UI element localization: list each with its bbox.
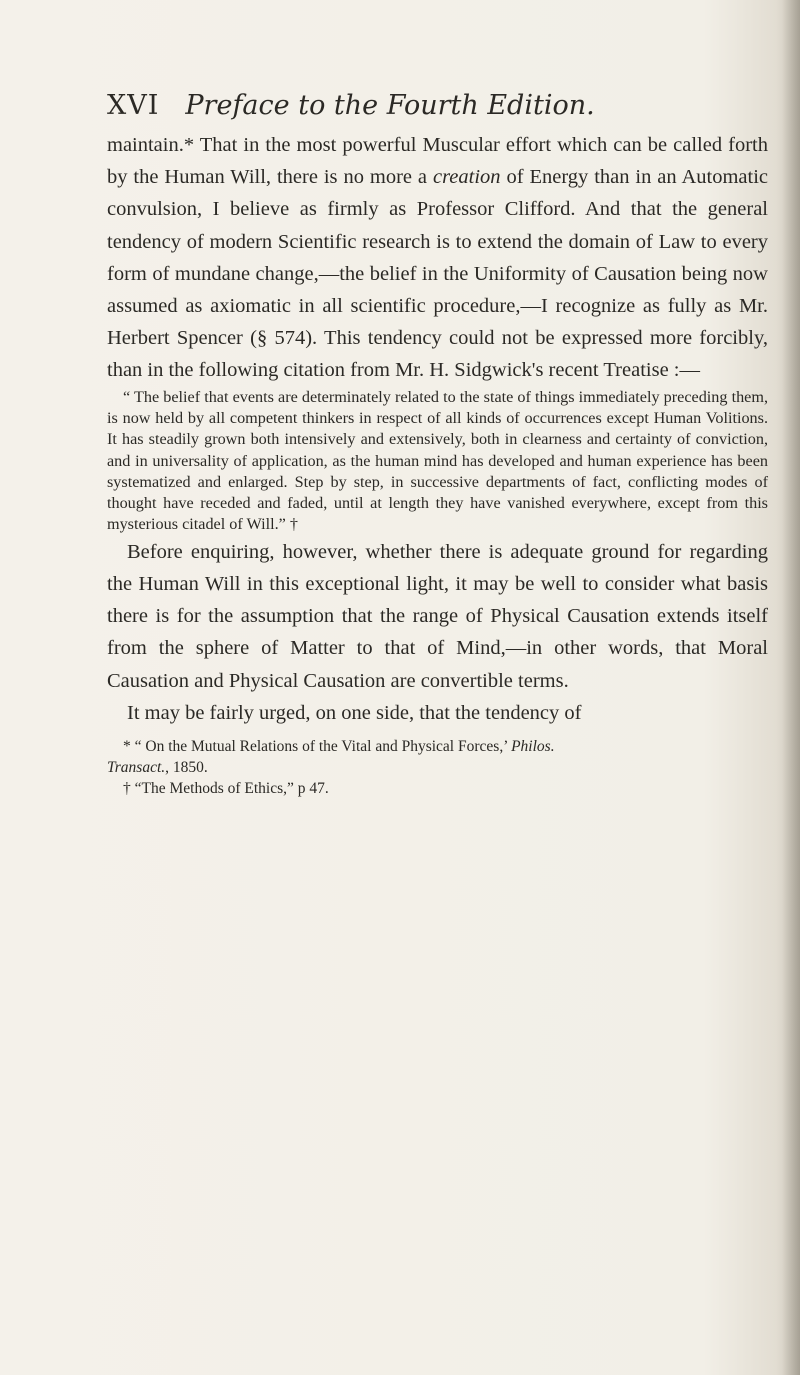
footnotes <box>107 736 768 799</box>
footnote-emphasis: Philos. <box>511 737 555 755</box>
footnote-text: * “ On the Mutual Relations of the Vital and Physical Forces,’ <box>123 737 512 755</box>
paragraph-text: maintain.* That in the most powerful Muscular effort which can be called forth by the Human Will, there is no more a <box>107 134 768 189</box>
footnote-2: † “The Methods of Ethics,” p 47. <box>123 779 329 797</box>
block-quotation: “ The belief that events are determinately related to the state of things immediately preceding them, is now held by all competent thinkers in respect of all kinds of occurrences except Human Volitions. It has steadily grown both intensively and extensively, both in clearness and certainty of conviction, and in universality of application, as the human mind has developed and human experience has been systematized and enlarged. Step by step, in successive departments of fact, conflicting modes of thought have receded and faded, until at length they have vanished everywhere, except from this mysterious citadel of Will.” † <box>107 387 768 534</box>
paragraph: Before enquiring, however, whether there is adequate ground for regarding the Human Will in this exceptional light, it may be well to consider what basis there is for the assumption that the range of Physical Causation extends itself from the sphere of Matter to that of Mind,—in other words, that Moral Causation and Physical Causation are convertible terms. <box>107 540 768 692</box>
paragraph: It may be fairly urged, on one side, that the tendency of <box>127 701 582 724</box>
footnote-emphasis: Transact. <box>107 758 166 776</box>
footnote-text: , 1850. <box>165 758 208 776</box>
page-number: XVI <box>107 90 160 121</box>
body-text <box>107 129 768 799</box>
emphasis-text: creation <box>432 166 501 189</box>
paragraph-continued <box>107 129 768 387</box>
page-header <box>107 88 747 124</box>
page-edge-shadow <box>782 0 800 1375</box>
running-title: Preface to the Fourth Edition. <box>185 90 595 121</box>
paragraph-text: of Energy than in an Automatic convulsion, I believe as firmly as Professor Clifford. And that the general tendency of modern Scientific research is to extend the domain of Law to every form of mundane change,—the belief in the Uniformity of Causation being now assumed as axiomatic in all scientific procedure,—I recognize as fully as Mr. Herbert Spencer (§ 574). This tendency could not be expressed more forcibly, than in the following citation from Mr. H. Sidgwick's recent Treatise :— <box>107 166 768 382</box>
footnote-1 <box>107 736 768 778</box>
